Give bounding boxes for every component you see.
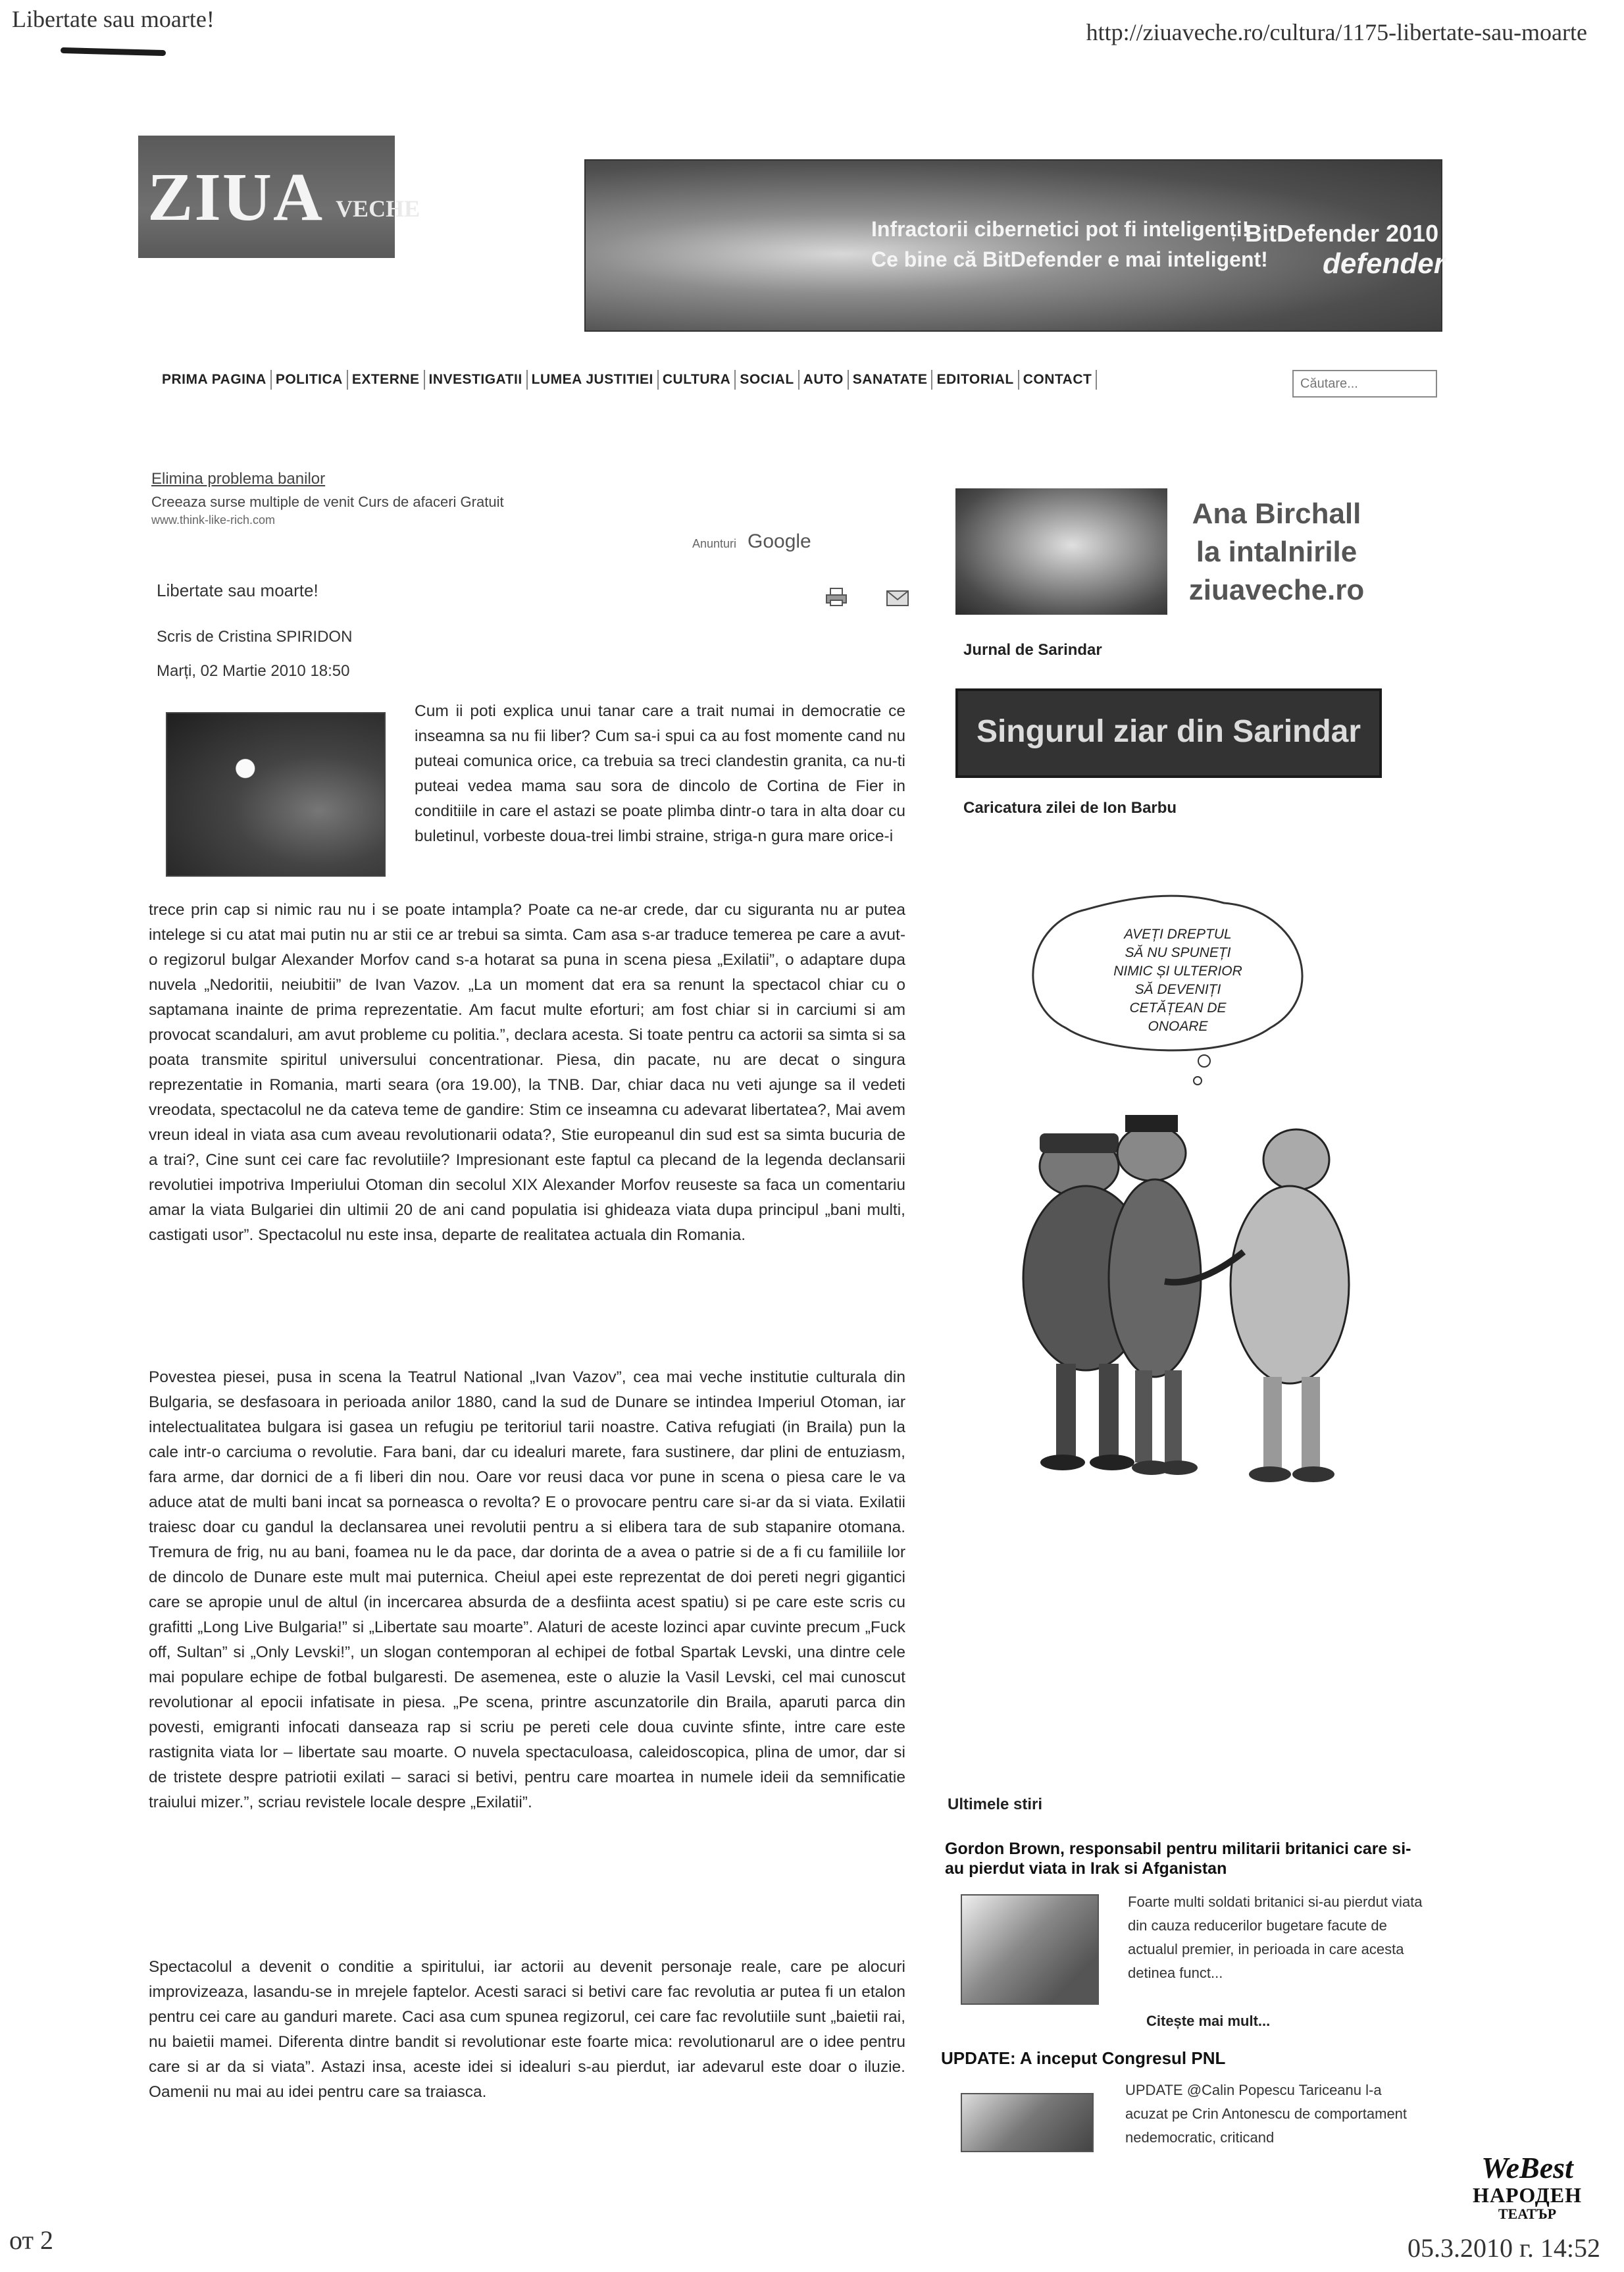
nav-item-social[interactable]: SOCIAL (736, 370, 799, 390)
cartoon-caption-line-6: ONOARE (1148, 1019, 1208, 1034)
sidebar-latest-news-heading: Ultimele stiri (948, 1795, 1043, 1813)
promo-text: Ana Birchall la intalnirile ziuaveche.ro (1188, 498, 1365, 606)
sarindar-banner-text: Singurul ziar din Sarindar (976, 714, 1361, 749)
article-lead-paragraph: Cum ii poti explica unui tanar care a trait numai in democratie ce inseamna sa nu fii liber? Cum sa-i spui ca au fost momente cand nu puteai comunica orice, ca trebuia sa treci clandestin granita, ca nu-ti puteai vedea mama sau sora de dincolo de Cortina de Fier in conditiile in care el astazi se poate plimba dintr-o tara in alta doar cu buletinul, vorbeste doua-trei limbi straine, striga-n gura mare orice-i (415, 702, 905, 845)
news-item-2-title[interactable]: UPDATE: A inceput Congresul PNL (941, 2048, 1226, 2068)
banner-brand: BitDefender 2010 (1245, 220, 1439, 247)
pen-mark (61, 47, 166, 56)
article-paragraph-2: Povestea piesei, pusa in scena la Teatrul National „Ivan Vazov”, cea mai veche institutie culturala din Bulgaria, se desfasoara in perioada anilor 1880, cand la sud de Dunare se intindea Imperiul Otoman, iar intelectualitatea bulgara isi gasea un refugiu pe teritoriul tarii noastre. Cativa refugiati (in Braila) pun la cale intr-o carciuma o revolutie. Fara bani, dar cu idealuri marete, fara sustinere, dar plini de entuziasm, fara arme, dar dornici de a fi liberi din nou. Oare vor reusi daca vor pune in scena o piesa care le va aduce atat de multi bani incat sa porneasca o revolta? E o provocare pentru care si-ar da si viata. Exilatii traiesc doar cu gandul la declansarea unei revolutii pentru a si elibera tara de sub stapanire otomana. Tremura de frig, nu au bani, foamea nu le da pace, dar dorinta de a avea o patrie si de a fi cu familiile lor de dincolo de Dunare este mult mai puternica. Cheiul apei este reprezentat de doi pereti negri gigantici care se apropie unul de altul (in incercarea absurda de a desfiinta acest spatiu) si pe care este scris cu grafitti „Long Live Bulgaria!” si „Libertate sau moarte”. Alaturi de aceste lozinci apar cuvinte precum „Fuck off, Sultan” si „Only Levski!”, un slogan contemporan al echipei de fotbal Spartak Levski, una dintre cele mai populare echipe de fotbal bulgaresti. De asemenea, este o aluzie la Vasil Levski, cel mai cunoscut revolutionar al epocii infatisate in piesa. „Pe scena, printre ascunzatorile din Braila, aparuti parca din povesti, emigranti infocati danseaza rap si scriu pe pereti cele doua cuvinte sfinte, intre care este rastignita viata lor – libertate sau moarte. O nuvela spectaculoasa, caleidoscopica, plina de umor, dar si de tristete despre patriotii exilati – saraci si betivi, pentru care moartea in numele ideii da semnificatie traiului mizer.”, scriau revistele locale despre „Exilatii”. (149, 1368, 905, 1811)
logo-sub-text: VECHE (336, 195, 420, 222)
nav-item-lumea-justitiei[interactable]: LUMEA JUSTITIEI (528, 370, 659, 390)
nav-item-editorial[interactable]: EDITORIAL (932, 370, 1019, 390)
stamp-line-1: WeBest (1481, 2151, 1573, 2184)
search-input[interactable] (1292, 370, 1437, 398)
sidebar-sarindar-banner[interactable] (955, 688, 1382, 778)
news-item-1-title[interactable]: Gordon Brown, responsabil pentru militarii britanici care si-au pierdut viata in Irak si Afganistan (945, 1840, 1411, 1878)
article-paragraph-3: Spectacolul a devenit o conditie a spiritului, iar actorii au devenit personaje reale, care pe alocuri improvizeaza, lasandu-se in mrejele faptelor. Acesti saraci si betivi care fac revolutia ar putea fi un etalon pentru cei care au ganduri marete. Caci asa cum spunea regizorul, cei care fac revolutiile sunt „baietii rai, nu baietii mamei. Diferenta dintre bandit si revolutionar este foarte mica: revolutionarul are o idee pentru care si ar da si viata”. Astazi insa, aceste idei si idealuri s-au pierdut, iar adevarul este doar o iluzie. Oamenii nu mai au idei pentru care sa traiasca. (149, 1958, 905, 2101)
cartoon-caption-line-4: SĂ DEVENIȚI (1134, 982, 1221, 997)
article-date: Marți, 02 Martie 2010 18:50 (157, 662, 350, 680)
banner-line-2: Ce bine că BitDefender e mai inteligent! (871, 247, 1268, 271)
nav-item-prima-pagina[interactable]: PRIMA PAGINA (158, 370, 272, 390)
stamp-line-3: ТЕАТЪР (1498, 2206, 1557, 2222)
stamp-line-2: НАРОДЕН (1473, 2183, 1582, 2207)
email-icon[interactable] (886, 590, 909, 607)
bitdefender-banner[interactable] (584, 159, 1445, 332)
sidebar-promo-banner[interactable] (955, 488, 1377, 615)
article-photo (166, 712, 386, 877)
cartoon-caption-line-2: SĂ NU SPUNEȚI (1125, 945, 1231, 960)
nav-item-contact[interactable]: CONTACT (1019, 370, 1098, 390)
caricature-image (987, 883, 1408, 1541)
main-nav (158, 366, 1097, 394)
news-item-1-summary: Foarte multi soldati britanici si-au pierdut viata din cauza reducerilor bugetare facute de actualul premier, in perioada in care acesta detinea funct... (1128, 1894, 1423, 1981)
print-datetime: 05.3.2010 г. 14:52 (1407, 2233, 1600, 2263)
sidebar-caricatura-heading: Caricatura zilei de Ion Barbu (963, 799, 1177, 817)
sidebar-jurnal-heading: Jurnal de Sarindar (963, 641, 1102, 659)
ad-url[interactable]: www.think-like-rich.com (151, 513, 276, 527)
ad-label: Anunturi (692, 537, 737, 550)
news-item-2-summary: UPDATE @Calin Popescu Tariceanu l-a acuzat pe Crin Antonescu de comportament nedemocratic, criticand (1125, 2082, 1408, 2146)
nav-item-auto[interactable]: AUTO (799, 370, 849, 390)
article-byline: Scris de Cristina SPIRIDON (157, 628, 353, 646)
nav-item-politica[interactable]: POLITICA (272, 370, 348, 390)
news-item-1-photo[interactable] (961, 1894, 1099, 2005)
promo-photo (955, 488, 1167, 615)
print-url: http://ziuaveche.ro/cultura/1175-libertate-sau-moarte (1086, 19, 1587, 45)
read-more-link[interactable]: Citește mai mult... (1146, 2013, 1271, 2029)
nav-item-investigatii[interactable]: INVESTIGATII (425, 370, 528, 390)
nav-item-cultura[interactable]: CULTURA (659, 370, 736, 390)
ad-text: Creeaza surse multiple de venit Curs de afaceri Gratuit (151, 494, 504, 510)
print-page-title: Libertate sau moarte! (12, 6, 215, 32)
news-item-2-photo[interactable] (961, 2093, 1094, 2152)
google-ad-logo[interactable]: Google (748, 530, 811, 552)
site-logo[interactable] (138, 136, 420, 258)
ad-title-link[interactable]: Elimina problema banilor (151, 470, 326, 488)
banner-brand-logo: defender (1323, 247, 1445, 280)
cartoon-caption-line-1: AVEȚI DREPTUL (1124, 927, 1232, 942)
print-icon[interactable] (825, 587, 848, 607)
nav-item-externe[interactable]: EXTERNE (348, 370, 425, 390)
article-paragraph-1: trece prin cap si nimic rau nu i se poate intampla? Poate ca ne-ar crede, dar cu siguranta nu ar putea intelege si cu atat mai putin nu ar stii ce ar trebui sa simta. Cam asa s-ar traduce temerea pe care a avut-o regizorul bulgar Alexander Morfov cand s-a hotarat sa puna in scena piesa „Exilatii”, o adaptare dupa nuvela „Nedoritii, neiubitii” de Ivan Vazov. „La un moment dat era sa renunt la spectacol chiar cu o saptamana inainte de prima reprezentatie. Am facut multe eforturi; am fost chiar si in carciumi si am provocat scandaluri, am avut probleme cu politia.”, declara acesta. Si toate pentru ca actorii sa simta si sa poata transmite spiritul universului concentrationar. Piesa, din pacate, nu are decat o singura reprezentatie in Romania, marti seara (ora 19.00), la TNB. Dar, chiar daca nu veti ajunge sa il vedeti vreodata, spectacolul ne da cateva teme de gandire: Stim ce inseamna cu adevarat libertatea?, Mai avem vreun ideal in viata asa cum aveau revolutionarii odata?, Stie europeanul din sud est sa simta bucuria de a trai?, Cine sunt cei care fac revolutiile? Impresionant este faptul ca plecand de la legenda declansarii revolutiei impotriva Imperiului Otoman din secolul XIX Alexander Morfov reuseste sa faca un comentariu amar la viata Bulgariei din ultimii 20 de ani cand populatia isi ghideaza viata dupa principul „bani multi, castigati usor”. Spectacolul nu este insa, departe de realitatea actuala din Romania. (149, 901, 905, 1244)
cartoon-caption-line-3: NIMIC ȘI ULTERIOR (1113, 964, 1242, 979)
cartoon-caption-line-5: CETĂȚEAN DE (1129, 1000, 1227, 1016)
banner-line-1: Infractorii cibernetici pot fi inteligenți! (871, 217, 1250, 241)
theatre-stamp (1459, 2152, 1595, 2238)
nav-item-sanatate[interactable]: SANATATE (849, 370, 933, 390)
logo-main-text: ZIUA (147, 159, 324, 235)
print-page-number: от 2 (9, 2225, 53, 2255)
article-title: Libertate sau moarte! (157, 581, 318, 600)
